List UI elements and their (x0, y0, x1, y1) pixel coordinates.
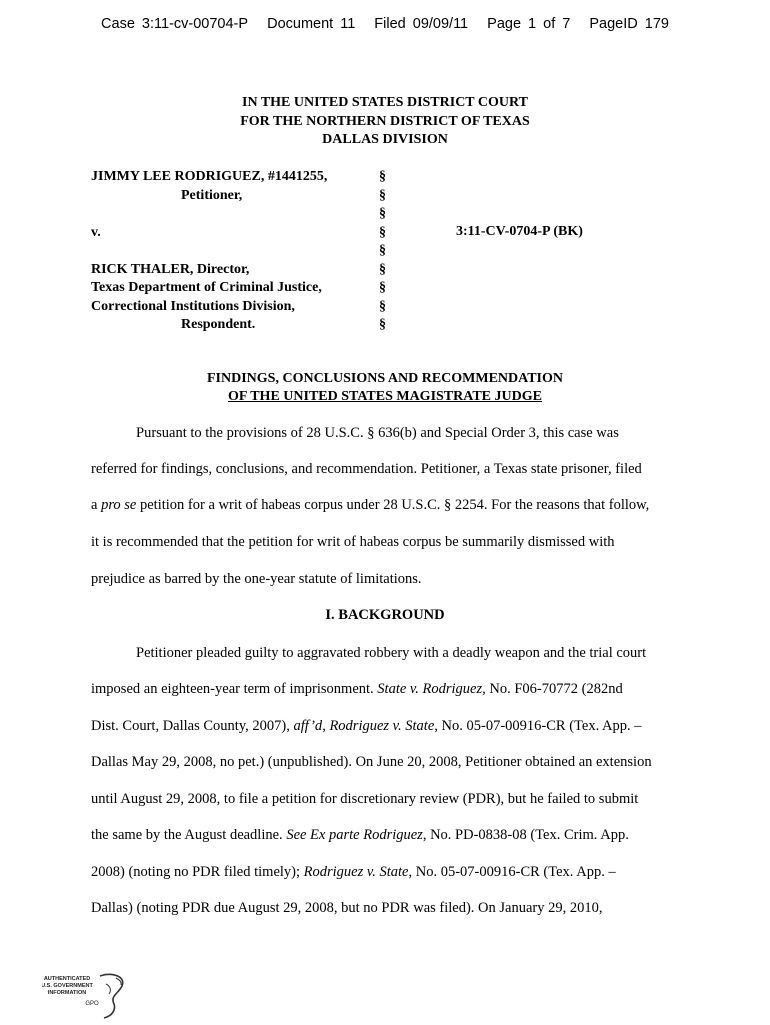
background-line-6-a: the same by the August deadline. (91, 827, 287, 843)
court-line-2: FOR THE NORTHERN DISTRICT OF TEXAS (240, 113, 530, 129)
gpo-line-2: U.S. GOVERNMENT (42, 983, 93, 989)
gpo-line-4: GPO (85, 1001, 99, 1007)
header-case: Case 3:11-cv-00704-P (101, 16, 249, 32)
background-line-2-b: , No. F06-70772 (282nd (482, 681, 623, 697)
case-caption (91, 168, 327, 335)
background-line-2-a: imposed an eighteen-year term of imprisonment. (91, 681, 378, 697)
background-line-6 (91, 827, 629, 844)
section-symbol: § (379, 243, 386, 258)
filing-header (0, 16, 770, 32)
background-line-2 (91, 681, 623, 698)
intro-line-2: referred for findings, conclusions, and recommendation. Petitioner, a Texas state prisoner, filed (91, 461, 642, 477)
background-line-8: Dallas) (noting PDR due August 29, 2008, but no PDR was filed). On January 29, 2010, (91, 900, 603, 916)
citation-rodriguez-v-state-2: Rodriguez v. State (303, 864, 409, 880)
background-line-6-b: , No. PD-0838-08 (Tex. Crim. App. (422, 827, 629, 843)
findings-title (0, 370, 770, 406)
intro-line-3 (91, 497, 649, 514)
background-line-3-c: , No. 05-07-00916-CR (Tex. App. – (434, 718, 642, 734)
citation-affd: aff’d (293, 718, 323, 734)
background-line-3 (91, 718, 642, 735)
background-line-7-b: , No. 05-07-00916-CR (Tex. App. – (408, 864, 616, 880)
header-page: Page 1 of 7 (487, 16, 571, 32)
case-number: 3:11-CV-0704-P (BK) (456, 224, 583, 239)
header-document: Document 11 (267, 16, 356, 32)
findings-line-1: FINDINGS, CONCLUSIONS AND RECOMMENDATION (207, 371, 563, 386)
gpo-authenticated-logo (42, 972, 132, 1025)
findings-line-2: OF THE UNITED STATES MAGISTRATE JUDGE (228, 389, 542, 404)
section-symbol: § (379, 298, 386, 314)
intro-line-3-b: petition for a writ of habeas corpus under 28 U.S.C. § 2254. For the reasons that follow, (136, 497, 650, 513)
court-title (0, 94, 770, 150)
background-line-7 (91, 864, 616, 881)
versus: v. (91, 224, 101, 240)
background-line-5: until August 29, 2008, to file a petition for discretionary review (PDR), but he failed to submit (91, 791, 639, 807)
respondent-dept: Texas Department of Criminal Justice, (91, 280, 322, 295)
citation-ex-parte: See Ex parte Rodriguez (286, 827, 423, 843)
respondent-div: Correctional Institutions Division, (91, 298, 295, 314)
header-filed: Filed 09/09/11 (374, 16, 469, 32)
background-line-4: Dallas May 29, 2008, no pet.) (unpublished). On June 20, 2008, Petitioner obtained an extension (91, 754, 652, 770)
petitioner-role: Petitioner, (181, 187, 243, 203)
section-symbol: § (379, 224, 386, 240)
section-symbol: § (379, 261, 386, 277)
gpo-line-3: INFORMATION (47, 990, 87, 996)
gpo-line-1: AUTHENTICATED (43, 976, 91, 982)
header-pageid: PageID 179 (589, 16, 669, 32)
background-line-1: Petitioner pleaded guilty to aggravated robbery with a deadly weapon and the trial court (136, 645, 647, 661)
section-symbol: § (379, 187, 386, 203)
background-heading: I. BACKGROUND (325, 607, 445, 623)
background-line-3-a: Dist. Court, Dallas County, 2007), (91, 718, 294, 734)
intro-line-5: prejudice as barred by the one-year statute of limitations. (91, 571, 422, 587)
court-line-1: IN THE UNITED STATES DISTRICT COURT (242, 95, 528, 110)
background-line-7-a: 2008) (noting no PDR filed timely); (91, 864, 304, 880)
respondent-role: Respondent. (181, 317, 256, 332)
citation-state-v-rodriguez: State v. Rodriguez (377, 681, 483, 697)
respondent-name: RICK THALER, Director, (91, 261, 250, 277)
citation-rodriguez-v-state: Rodriguez v. State (329, 718, 435, 734)
intro-pro-se: pro se (101, 497, 137, 513)
petitioner-name: JIMMY LEE RODRIGUEZ, #1441255, (91, 169, 328, 184)
background-line-3-b: , (322, 718, 330, 734)
section-symbol-column (379, 168, 386, 335)
intro-line-1: Pursuant to the provisions of 28 U.S.C. § 636(b) and Special Order 3, this case was (136, 425, 619, 441)
section-symbol: § (379, 206, 386, 221)
court-line-3: DALLAS DIVISION (322, 132, 448, 147)
gpo-eagle-icon (42, 972, 132, 1020)
section-symbol: § (379, 169, 386, 184)
intro-line-4: it is recommended that the petition for writ of habeas corpus be summarily dismissed with (91, 534, 615, 550)
section-symbol: § (379, 317, 386, 332)
intro-line-3-a: a (91, 497, 102, 513)
section-symbol: § (379, 280, 386, 295)
